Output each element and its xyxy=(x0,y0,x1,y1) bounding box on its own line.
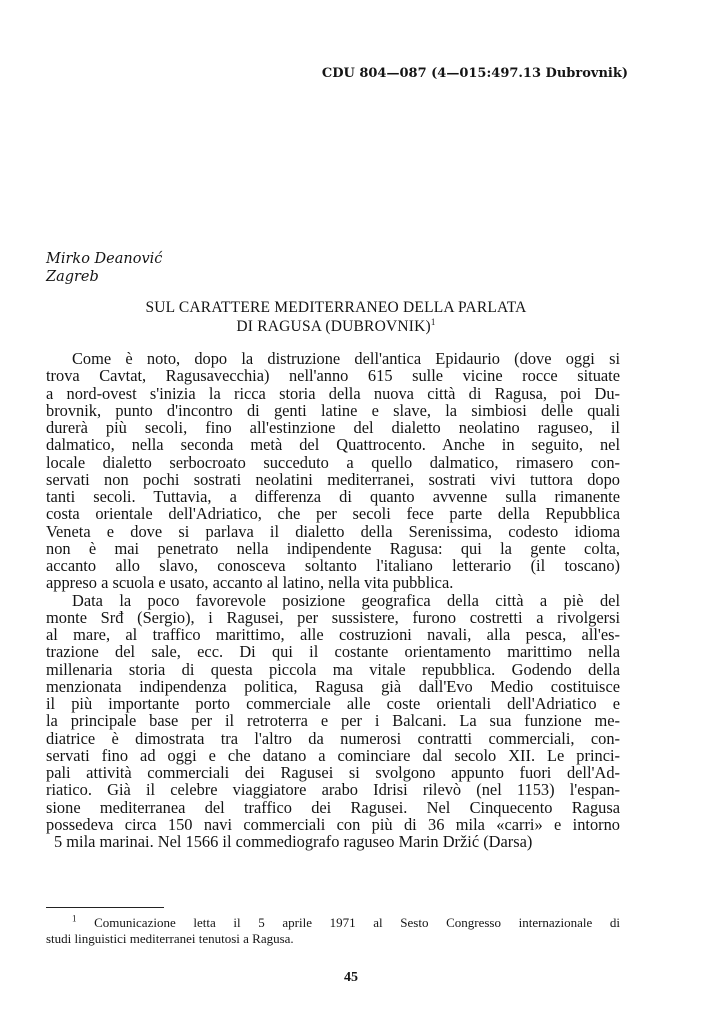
text-line: non è mai penetrato nella indipendente Ragusa: qui la gente colta, xyxy=(46,538,620,558)
text-line: pali attività commerciali dei Ragusei si svolgono appunto fuori dell'Ad- xyxy=(46,763,620,782)
text-line: sione mediterranea del traffico dei Ragusei. Nel Cinquecento Ragusa xyxy=(46,797,620,817)
text-line: 5 mila marinai. Nel 1566 il commediografo raguseo Marin Držić (Darsa) xyxy=(54,832,533,851)
text-line: monte Srđ (Sergio), i Ragusei, per sussistere, furono costretti a rivolgersi xyxy=(46,607,620,627)
footnote-divider xyxy=(46,907,164,908)
title-footnote-mark: 1 xyxy=(430,316,436,327)
text-line: servati non pochi sostrati neolatini mediterranei, sostrati vivi tuttora dopo xyxy=(46,469,620,489)
text-line: il più importante porto commerciale alle coste orientali dell'Adriatico e xyxy=(46,694,620,713)
text-line: menzionata indipendenza politica, Ragusa già dall'Evo Medio costituisce xyxy=(46,676,620,696)
text-line: millenaria storia di questa piccola ma vitale repubblica. Godendo della xyxy=(46,659,620,679)
text-line: dalmatico, nella seconda metà del Quattrocento. Anche in seguito, nel xyxy=(46,435,620,455)
text-line: Come è noto, dopo la distruzione dell'antica Epidaurio (dove oggi si xyxy=(72,349,620,368)
footnote-mark: 1 xyxy=(72,913,77,924)
cdu-classification: CDU 804—087 (4—015:497.13 Dubrovnik) xyxy=(321,66,628,81)
paragraph-2 xyxy=(46,592,620,851)
text-line: appreso a scuola e usato, accanto al latino, nella vita pubblica. xyxy=(46,573,454,593)
text-line: durerà più secoli, fino all'estinzione del dialetto neolatino raguseo, il xyxy=(46,418,620,437)
text-line: la principale base per il retroterra e per i Balcani. La sua funzione me- xyxy=(46,711,620,731)
text-line: possedeva circa 150 navi commerciali con più di 36 mila «carri» e intorno xyxy=(46,814,620,834)
footnote-line-1 xyxy=(46,915,620,931)
text-line: a nord-ovest s'inizia la ricca storia della nuova città di Ragusa, poi Du- xyxy=(46,383,620,403)
title-line-2 xyxy=(46,317,626,336)
text-line: costa orientale dell'Adriatico, che per secoli fece parte della Repubblica xyxy=(46,504,620,524)
text-line: al mare, al traffico marittimo, alle costruzioni navali, alla pesca, all'es- xyxy=(46,625,620,644)
text-line: brovnik, punto d'incontro di genti latine e slave, la simbiosi delle quali xyxy=(46,400,620,420)
text-line: locale dialetto serbocroato succeduto a quello dalmatico, rimasero con- xyxy=(46,452,620,472)
article-body xyxy=(46,350,620,850)
author-place: Zagreb xyxy=(46,269,99,285)
text-line: riatico. Già il celebre viaggiatore arabo Idrisi rilevò (nel 1153) l'espan- xyxy=(46,780,620,800)
text-line: Veneta e dove si parlava il dialetto della Serenissima, codesto idioma xyxy=(46,521,620,541)
paragraph-1 xyxy=(46,350,620,592)
text-line: tanti secoli. Tuttavia, a differenza di quanto avvenne sulla rimanente xyxy=(46,487,620,506)
article-title xyxy=(46,298,626,336)
text-line: accanto allo slavo, conosceva soltanto l'italiano letterario (il toscano) xyxy=(46,556,620,575)
text-line: servati fino ad oggi e che datano a cominciare dal secolo XII. Le princi- xyxy=(46,745,620,765)
text-line: trova Cavtat, Ragusavecchia) nell'anno 615 sulle vicine rocce situate xyxy=(46,366,620,386)
footnote-text-1: Comunicazione letta il 5 aprile 1971 al Sesto Congresso internazionale di xyxy=(94,915,620,930)
page-number: 45 xyxy=(344,970,358,985)
text-line: Data la poco favorevole posizione geografica della città a piè del xyxy=(72,590,620,610)
footnote-line-2: studi linguistici mediterranei tenutosi a Ragusa. xyxy=(46,931,294,946)
footnote xyxy=(46,915,620,947)
text-line: trazione del sale, ecc. Di qui il costante orientamento marittimo nella xyxy=(46,642,620,662)
title-line-2-text: DI RAGUSA (DUBROVNIK) xyxy=(236,318,431,335)
author-block xyxy=(46,250,162,286)
title-line-1: SUL CARATTERE MEDITERRANEO DELLA PARLATA xyxy=(145,299,527,316)
author-name: Mirko Deanović xyxy=(46,251,163,267)
text-line: diatrice è dimostrata tra l'altro da numerosi contratti commerciali, con- xyxy=(46,728,620,748)
